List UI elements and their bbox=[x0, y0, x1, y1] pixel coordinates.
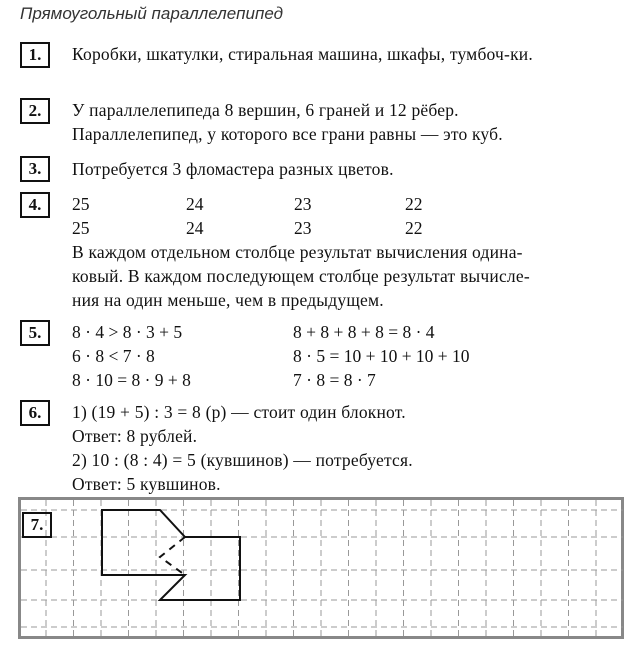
task-5-expr: 8 + 8 + 8 + 8 = 8 · 4 bbox=[293, 322, 435, 342]
task-number-5: 5. bbox=[20, 320, 50, 346]
task-number-4: 4. bbox=[20, 192, 50, 218]
task-6-line: Ответ: 5 кувшинов. bbox=[72, 474, 221, 494]
shape-outline bbox=[102, 510, 240, 600]
task-4-value: 23 bbox=[294, 194, 312, 214]
task-number-2: 2. bbox=[20, 98, 50, 124]
task-4-value: 25 bbox=[72, 218, 90, 238]
task-4-line: ния на один меньше, чем в предыдущем. bbox=[72, 290, 384, 310]
task-number-6: 6. bbox=[20, 400, 50, 426]
task-4-value: 24 bbox=[186, 218, 204, 238]
task-4-value: 22 bbox=[405, 218, 423, 238]
task-4-line: ковый. В каждом последующем столбце результат вычисле- bbox=[72, 266, 530, 286]
fold-dashed-line bbox=[160, 537, 185, 575]
task-4-value: 22 bbox=[405, 194, 423, 214]
page-title: Прямоугольный параллелепипед bbox=[20, 4, 284, 23]
task-2-line: Параллелепипед, у которого все грани равны — это куб. bbox=[72, 124, 503, 144]
task-number-1: 1. bbox=[20, 42, 50, 68]
task-3-text: Потребуется 3 фломастера разных цветов. bbox=[72, 159, 394, 179]
task-4-value: 25 bbox=[72, 194, 90, 214]
task-1-text: Коробки, шкатулки, стиральная машина, шкафы, тумбоч-ки. bbox=[72, 44, 533, 64]
task-5-expr: 6 · 8 < 7 · 8 bbox=[72, 346, 155, 366]
task-6-line: 2) 10 : (8 : 4) = 5 (кувшинов) — потребуется. bbox=[72, 450, 413, 470]
task-4-value: 23 bbox=[294, 218, 312, 238]
task-2-line: У параллелепипеда 8 вершин, 6 граней и 12 рёбер. bbox=[72, 100, 459, 120]
task-5-expr: 7 · 8 = 8 · 7 bbox=[293, 370, 376, 390]
task-4-value: 24 bbox=[186, 194, 204, 214]
task-5-expr: 8 · 10 = 8 · 9 + 8 bbox=[72, 370, 191, 390]
grid-lines bbox=[21, 510, 623, 627]
task-5-expr: 8 · 5 = 10 + 10 + 10 + 10 bbox=[293, 346, 470, 366]
task-number-3: 3. bbox=[20, 156, 50, 182]
task-4-line: В каждом отдельном столбце результат вычисления одина- bbox=[72, 242, 523, 262]
task-6-line: Ответ: 8 рублей. bbox=[72, 426, 198, 446]
task-6-line: 1) (19 + 5) : 3 = 8 (р) — стоит один блокнот. bbox=[72, 402, 406, 422]
task-5-expr: 8 · 4 > 8 · 3 + 5 bbox=[72, 322, 183, 342]
task-number-7: 7. bbox=[22, 512, 52, 538]
